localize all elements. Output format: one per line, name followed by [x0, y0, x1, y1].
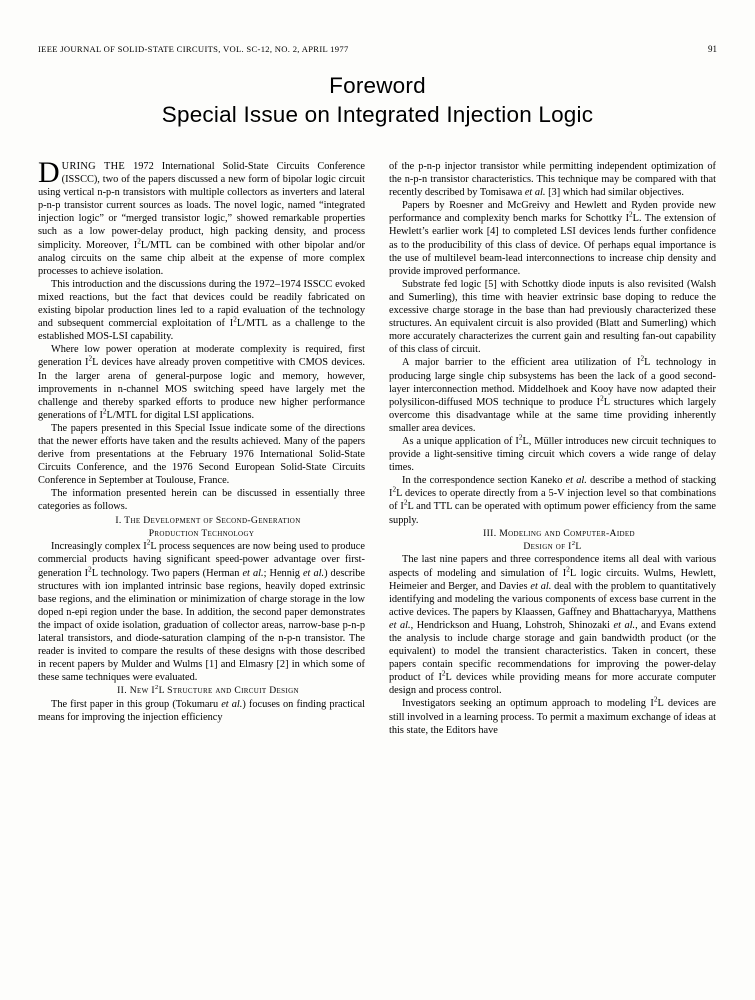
- superscript-2: 2: [441, 669, 446, 678]
- paragraph-r1: [389, 160, 716, 199]
- superscript-2: 2: [154, 684, 159, 692]
- section-heading-1: [38, 514, 365, 541]
- paragraph-r3: Substrate fed logic [5] with Schottky diode inputs is also revisited (Walsh and Sumerling), this time with heavier extrinsic base doping to reduce the excessive charge storage in the base than had previously characterized these structures. An equivalent circuit is also provided (Blatt and Sumerling) which more accurately characterizes the current gain and resulting fan-out capability of this class of circuit.: [389, 278, 716, 356]
- citation-et-al: et al.: [242, 567, 264, 579]
- paragraph-r8-text: Investigators seeking an optimum approach to modeling I: [402, 698, 654, 710]
- paragraph-5: The information presented herein can be discussed in essentially three categories as follows.: [38, 488, 365, 513]
- paragraph-r2-text-end: L. The extension of Hewlett’s earlier work [4] to completed LSI devices lends further confidence as to the producibility of this class of device. Of perhaps equal importance is the use of multilevel beam-lead interconnections to increase chip density and provide improved performance.: [389, 213, 716, 277]
- page-number: 91: [708, 44, 717, 54]
- article-subtitle: Special Issue on Integrated Injection Logic: [161, 102, 594, 127]
- superscript-2: 2: [102, 407, 107, 416]
- section-heading-2-pre: New I: [129, 685, 155, 697]
- paragraph-r5: [389, 435, 716, 474]
- paragraph-3-text: Where low power operation at moderate complexity is required, first generation I: [38, 344, 365, 369]
- paragraph-r6-text-end: L and TTL can be operated with optimum power efficiency from the same supply.: [389, 501, 716, 526]
- journal-citation-line: IEEE JOURNAL OF SOLID-STATE CIRCUITS, VOL. SC-12, NO. 2, APRIL 1977: [38, 44, 349, 54]
- paragraph-r1-text-end: [3] which had similar objectives.: [545, 187, 684, 199]
- paragraph-r4: [389, 356, 716, 435]
- section-heading-3-number: III.: [483, 527, 497, 539]
- paragraph-7-text: The first paper in this group (Tokumaru: [51, 698, 222, 710]
- paragraph-r6: [389, 474, 716, 526]
- citation-et-al: et al.: [565, 475, 587, 487]
- running-head: [38, 44, 717, 54]
- paragraph-r4-text-end: L structures which largely overcome this disadvantage while at the same time providing inherently smaller area devices.: [389, 396, 716, 434]
- paragraph-7-text-end: ) focuses on finding practical means for improving the injection efficiency: [38, 698, 365, 723]
- paragraph-intro-text-end: L/MTL can be combined with other bipolar and/or analog circuits on the same chip albeit at the expense of more complex processes to achieve isolation.: [38, 239, 365, 277]
- paragraph-7: [38, 698, 365, 724]
- superscript-2: 2: [653, 696, 658, 705]
- section-heading-1-number: I.: [115, 514, 122, 526]
- paragraph-r5-text: As a unique application of I: [402, 435, 519, 447]
- superscript-2: 2: [600, 394, 604, 403]
- paragraph-r8: [389, 697, 716, 736]
- paragraph-r7-text-mid4: , and Evans extend the analysis to include charge storage and gain bandwidth product (or the equivalent) to model the transient characteristics. Taken in concert, these papers contain specific recommendations for improving the power-delay product of I: [389, 619, 716, 684]
- paragraph-r6-text-mid: describe a method of stacking I: [389, 475, 716, 500]
- paragraph-r1-text: of the p-n-p injector transistor while permitting independent optimization of the n-p-n transistor characteristics. This technique may be compared with that recently described by Tomisawa: [389, 161, 716, 199]
- paragraph-r5-text-end: L, Müller introduces new circuit techniques to provide a light-sensitive timing circuit which covers a wide range of delay times.: [389, 435, 717, 474]
- title-block: [38, 72, 717, 130]
- superscript-2: 2: [392, 485, 397, 494]
- superscript-2: 2: [88, 354, 93, 363]
- paragraph-r7-text: The last nine papers and three correspondence items all deal with various aspects of modeling and simulation of I: [389, 554, 716, 579]
- section-heading-2: [38, 684, 365, 697]
- superscript-2: 2: [137, 237, 141, 246]
- right-column: [389, 160, 716, 992]
- paragraph-r7-text-mid: L logic circuits. Wulms, Hewlett, Heimeier and Berger, and Davies: [389, 567, 717, 592]
- section-heading-2-number: II.: [117, 685, 127, 697]
- superscript-2: 2: [640, 354, 645, 363]
- paragraph-r4-text-mid: L technology in producing large single chip subsystems has been the lack of a good second-layer interconnection method. Middelhoek and Kooy have now adapted their polysilicon-diffused MOS technique to produce I: [389, 357, 716, 408]
- paragraph-6: [38, 540, 365, 684]
- section-heading-1-line1: The Development of Second-Generation: [124, 514, 301, 526]
- paragraph-6-text-mid: L process sequences are now being used to produce commercial products having significant speed-power advantage over first-generation I: [38, 541, 365, 579]
- paragraph-6-text-mid3: ; Hennig: [263, 567, 303, 579]
- superscript-2: 2: [518, 433, 523, 442]
- paragraph-6-text: Increasingly complex I: [51, 541, 147, 553]
- section-heading-1-line2: Production Technology: [148, 527, 255, 539]
- superscript-2: 2: [233, 315, 237, 324]
- section-heading-3-line2-suffix: L: [575, 541, 582, 553]
- section-heading-3-line1: Modeling and Computer-Aided: [499, 527, 635, 539]
- paragraph-2: [38, 278, 365, 343]
- citation-et-al: et al.: [524, 187, 546, 199]
- left-column: [38, 156, 366, 992]
- section-heading-2-post: L Structure and Circuit Design: [158, 685, 299, 697]
- paragraph-r6-text: In the correspondence section Kaneko: [402, 475, 566, 487]
- paragraph-3-text-end: L/MTL for digital LSI applications.: [106, 409, 255, 421]
- citation-et-al: et al.: [613, 619, 636, 631]
- citation-et-al: et al.: [302, 567, 325, 579]
- paragraph-6-text-mid2: L technology. Two papers (Herman: [91, 567, 243, 579]
- paragraph-r7: [389, 553, 716, 697]
- body-columns: [38, 156, 717, 992]
- paragraph-3: [38, 343, 365, 422]
- section-heading-3-line2: Design of I: [523, 541, 572, 553]
- paragraph-intro-text: 1972 International Solid-State Circuits Conference (ISSCC), two of the papers discussed a new form of bipolar logic circuit using vertical n-p-n transistors with multiple collectors as inverters and lateral p-n-p transistor current sources as loads. The novel logic, named “integrated injection logic” or “merged transistor logic,” showed remarkable properties such as a low power-delay product, high packing density, and process simplicity. Moreover, I: [38, 161, 366, 251]
- citation-et-al: et al.: [530, 580, 552, 592]
- paragraph-r4-text: A major barrier to the efficient area utilization of I: [402, 357, 641, 369]
- paragraph-r6-text-mid2: L devices to operate directly from a 5-V injection level so that combinations of I: [389, 488, 716, 513]
- paragraph-6-text-end: ) describe structures with ion implanted intrinsic base regions, heavily doped extrinsic base regions, and the elimination or minimization of charge storage in the low doped n-epi region under the base. In addition, the second paper demonstrates the impact of oxide isolation, graduation of collector areas, narrow-base p-n-p lateral transistors, and diode-saturation clamping of the n-p-n transistor. The reader is invited to compare the results of these designs with those described in recent papers by Mulder and Wulms [1] and Elmasry [2] in which some of these same techniques were evaluated.: [38, 567, 366, 684]
- superscript-2: 2: [146, 538, 151, 547]
- paragraph-r2: [389, 199, 716, 278]
- section-heading-3: [389, 527, 716, 554]
- paragraph-r7-text-end: L devices while providing means for more accurate computer design and process control.: [389, 672, 716, 697]
- paragraph-r2-text: Papers by Roesner and McGreivy and Hewlett and Ryden provide new performance and complexity bench marks for Schottky I: [389, 200, 716, 225]
- superscript-2: 2: [403, 499, 408, 507]
- superscript-2: 2: [629, 210, 633, 219]
- paragraph-r8-text-end: L devices are still involved in a learning process. To permit a maximum exchange of ideas at this state, the Editors have: [389, 698, 717, 736]
- paragraph-r7-text-mid2: deal with the problem to quantitatively identifying and modeling the various components of excess base current in the active devices. The papers by Klaassen, Gaffney and Bhattacharyya, Matthens: [389, 580, 716, 618]
- paragraph-2-text-end: L/MTL as a challenge to the established MOS-LSI capability.: [38, 318, 365, 343]
- citation-et-al: et al.: [221, 698, 243, 710]
- paragraph-intro: D URING THE 1972 International Solid-State Circuits Conference (ISSCC), two of the papers discussed a new form of bipolar logic circuit using vertical n-p-n transistors with multiple collectors as inverters and lateral p-n-p transistor current sources as loads. The novel logic, named “integrated injection logic” or “merged transistor logic,” showed remarkable properties such as a low power-delay product, high packing density, and process simplicity. Moreover, $I^2L$/MTL can be combined with other bipolar and/or analog circuits on the same chip albeit at the expense of more complex processes to achieve isolation.: [38, 156, 366, 277]
- opening-smallcaps: URING THE: [61, 161, 126, 172]
- superscript-2: 2: [88, 565, 92, 574]
- paragraph-2-text: This introduction and the discussions during the 1972–1974 ISSCC evoked mixed reactions, but the fact that devices could be readily fabricated on existing bipolar production lines led to a rapid evaluation of the technology and subsequent commercial exploitation of I: [38, 278, 365, 330]
- paragraph-4: The papers presented in this Special Issue indicate some of the directions that the newer efforts have taken and the results achieved. Many of the papers derive from presentations at the February 1976 International Solid-State Circuits Conference, and the 1976 Second European Solid-State Circuits Conference in September at Toulouse, France.: [38, 422, 365, 487]
- paragraph-r7-text-mid3: , Hendrickson and Huang, Lohstroh, Shinozaki: [410, 619, 614, 631]
- superscript-2: 2: [566, 565, 570, 574]
- paragraph-3-text-mid: L devices have already proven competitive with CMOS devices. In the larger arena of general-purpose logic and memory, however, improvements in n-channel MOS switching speed have largely met the challenge and thereby sparked efforts to produce new higher performance generations of I: [38, 357, 366, 421]
- citation-et-al: et al.: [389, 619, 411, 631]
- superscript-2: 2: [571, 539, 576, 547]
- article-title: Foreword: [329, 73, 426, 98]
